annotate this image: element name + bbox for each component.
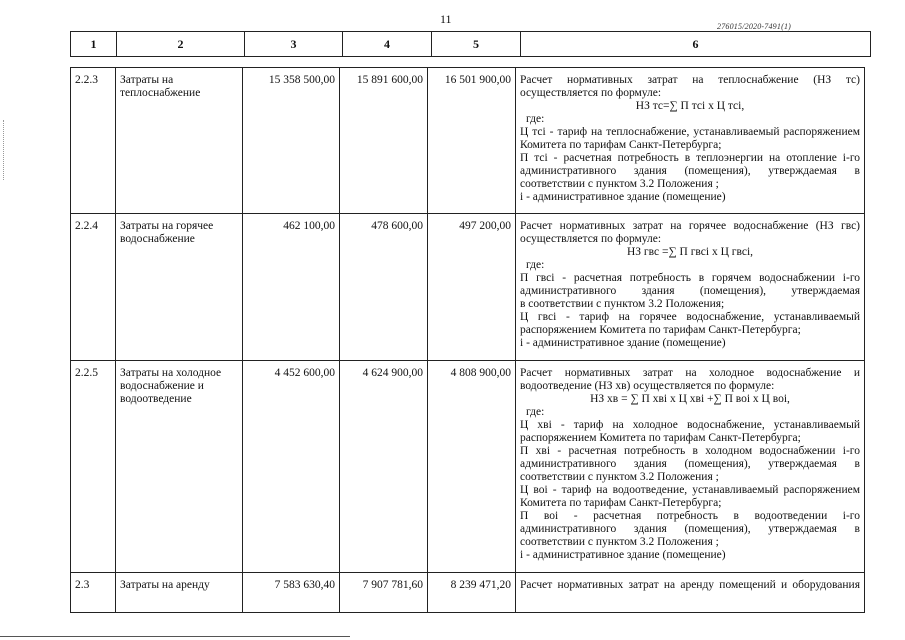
page-bottom-rule: [0, 636, 350, 637]
row-value-year-1: 7 583 630,40: [243, 573, 340, 613]
desc-line: Расчет нормативных затрат на аренду помещений и оборудования: [520, 579, 860, 591]
row-description: [516, 573, 865, 613]
table-row: [71, 573, 865, 613]
desc-line: административного здания (помещения), утверждаемая в: [520, 165, 860, 177]
formula: НЗ гвс =∑ П гвсi х Ц гвсi,: [626, 246, 754, 258]
row-description: [516, 361, 865, 573]
table-row: [71, 68, 865, 214]
binding-margin-marks: [3, 120, 5, 180]
desc-line: распоряжением Комитета по тарифам Санкт-Петербурга;: [520, 324, 801, 336]
row-code: 2.3: [71, 573, 116, 613]
row-name: Затраты на аренду: [116, 573, 243, 613]
header-col-5: 5: [432, 32, 521, 57]
desc-line: осуществляется по формуле:: [520, 233, 662, 245]
desc-line: П гвсi - расчетная потребность в горячем водоснабжении i-го: [520, 272, 860, 284]
desc-line: где:: [526, 259, 545, 271]
desc-line: соответствии с пунктом 3.2 Положения ;: [520, 178, 719, 190]
header-col-3: 3: [245, 32, 343, 57]
row-code: 2.2.3: [71, 68, 116, 214]
desc-line: П тсi - расчетная потребность в теплоэнергии на отопление i-го: [520, 152, 860, 164]
desc-line: Ц воi - тариф на водоотведение, устанавливаемый распоряжением: [520, 484, 860, 496]
desc-line: соответствии с пунктом 3.2 Положения ;: [520, 471, 719, 483]
row-value-year-2: 7 907 781,60: [340, 573, 428, 613]
header-col-4: 4: [343, 32, 432, 57]
desc-line: Ц гвсi - тариф на горячее водоснабжение, устанавливаемый: [520, 311, 860, 323]
row-value-year-3: 4 808 900,00: [428, 361, 516, 573]
formula: НЗ тс=∑ П тсi х Ц тсi,: [635, 100, 745, 112]
row-description: [516, 214, 865, 361]
desc-line: водоотведение (НЗ хв) осуществляется по формуле:: [520, 380, 775, 392]
table-row: [71, 214, 865, 361]
row-value-year-1: 4 452 600,00: [243, 361, 340, 573]
page-number: 11: [440, 12, 452, 26]
desc-line: административного здания (помещения), утверждаемая: [520, 285, 860, 297]
column-number-header: [70, 31, 871, 57]
desc-line: Расчет нормативных затрат на холодное водоснабжение и: [520, 367, 860, 379]
desc-line: где:: [526, 406, 545, 418]
desc-line: административного здания (помещения), утверждаемая в: [520, 523, 860, 535]
desc-line: Комитета по тарифам Санкт-Петербурга;: [520, 497, 722, 509]
row-value-year-2: 15 891 600,00: [340, 68, 428, 214]
desc-line: i - административное здание (помещение): [520, 549, 726, 561]
table-row: [71, 361, 865, 573]
row-name: Затраты на горячее водоснабжение: [116, 214, 243, 361]
row-value-year-1: 462 100,00: [243, 214, 340, 361]
desc-line: Ц хвi - тариф на холодное водоснабжение, устанавливаемый: [520, 419, 860, 431]
desc-line: i - административное здание (помещение): [520, 191, 726, 203]
desc-line: П воi - расчетная потребность в водоотведении i-го: [520, 510, 860, 522]
header-col-6: 6: [521, 32, 871, 57]
desc-line: где:: [526, 113, 545, 125]
formula: НЗ хв = ∑ П хвi х Ц хвi +∑ П воi х Ц воi,: [590, 393, 790, 405]
row-value-year-1: 15 358 500,00: [243, 68, 340, 214]
desc-line: осуществляется по формуле:: [520, 87, 662, 99]
row-name: Затраты на холодное водоснабжение и водоотведение: [116, 361, 243, 573]
desc-line: Ц тсi - тариф на теплоснабжение, устанавливаемый распоряжением: [520, 126, 860, 138]
header-col-2: 2: [117, 32, 245, 57]
desc-line: i - административное здание (помещение): [520, 337, 726, 349]
row-value-year-2: 4 624 900,00: [340, 361, 428, 573]
row-value-year-3: 497 200,00: [428, 214, 516, 361]
desc-line: Расчет нормативных затрат на теплоснабжение (НЗ тс): [520, 74, 860, 86]
desc-line: распоряжением Комитета по тарифам Санкт-Петербурга;: [520, 432, 801, 444]
row-code: 2.2.5: [71, 361, 116, 573]
row-value-year-2: 478 600,00: [340, 214, 428, 361]
row-description: [516, 68, 865, 214]
desc-line: соответствии с пунктом 3.2 Положения ;: [520, 536, 719, 548]
desc-line: П хвi - расчетная потребность в холодном водоснабжении i-го: [520, 445, 860, 457]
row-value-year-3: 16 501 900,00: [428, 68, 516, 214]
desc-line: в соответствии с пунктом 3.2 Положения;: [520, 298, 725, 310]
desc-line: административного здания (помещения), утверждаемая в: [520, 458, 860, 470]
desc-line: Комитета по тарифам Санкт-Петербурга;: [520, 139, 722, 151]
row-value-year-3: 8 239 471,20: [428, 573, 516, 613]
row-name: Затраты на теплоснабжение: [116, 68, 243, 214]
header-col-1: 1: [71, 32, 117, 57]
expense-norms-table: [70, 67, 865, 613]
header-row: [71, 32, 871, 57]
document-stamp: 276015/2020-7491(1): [717, 22, 792, 31]
row-code: 2.2.4: [71, 214, 116, 361]
desc-line: Расчет нормативных затрат на горячее водоснабжение (НЗ гвс): [520, 220, 860, 232]
